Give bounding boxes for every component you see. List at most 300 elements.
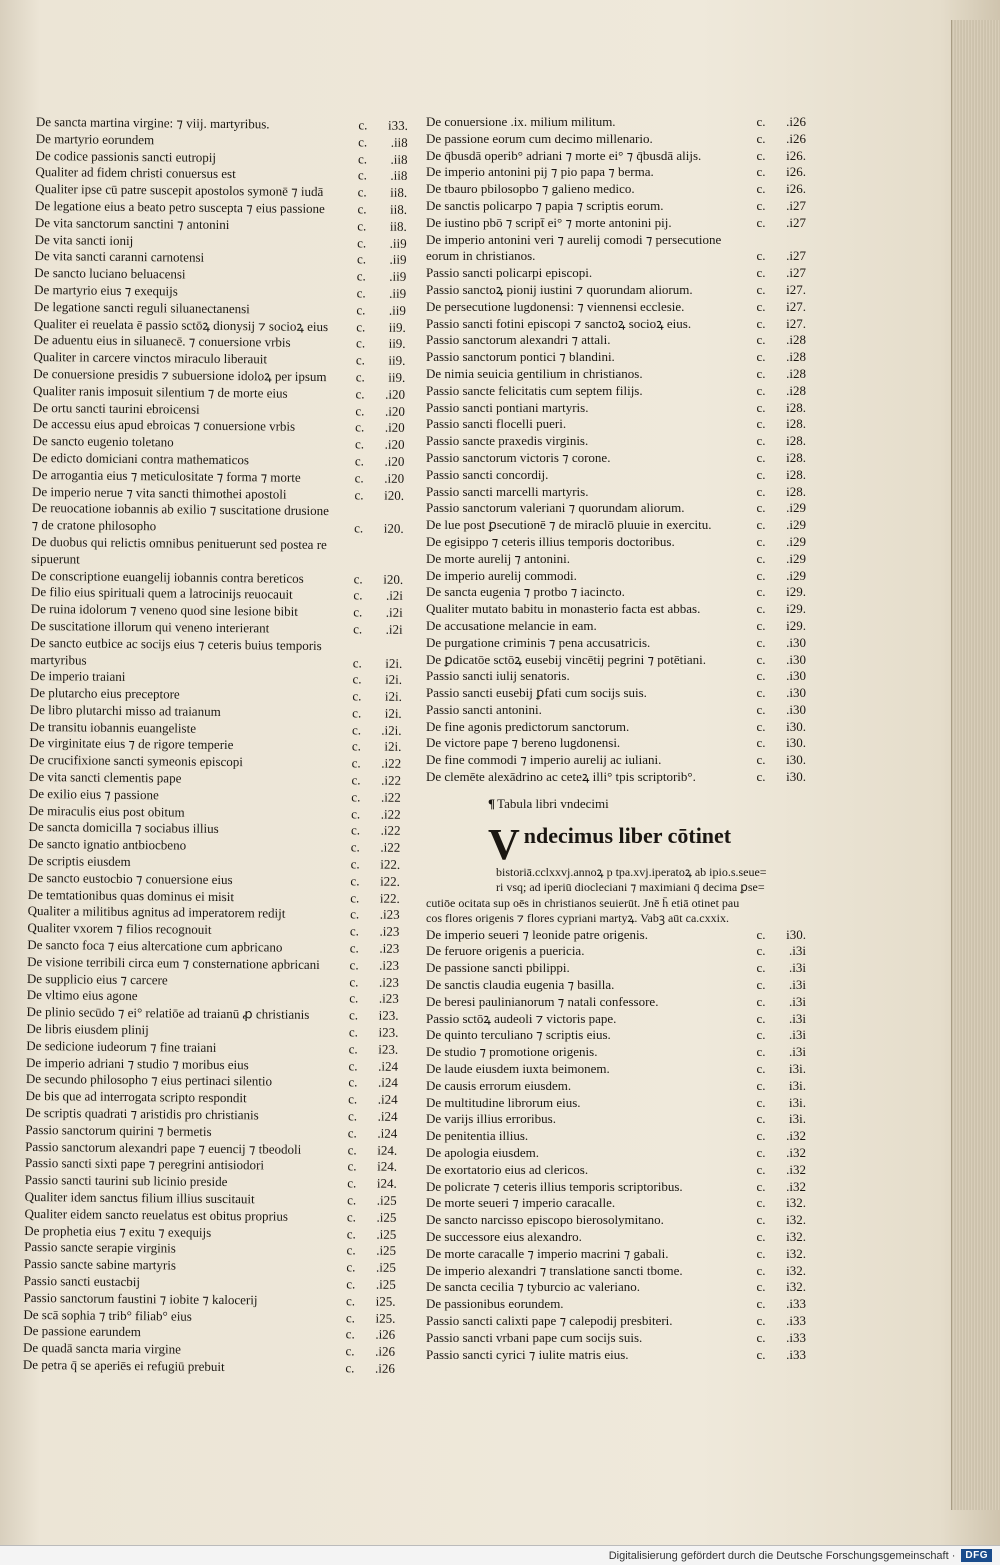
entry-chapter-mark: c. (347, 1158, 357, 1174)
entry-number (774, 232, 806, 249)
list-item (426, 1095, 806, 1112)
entry-number: i33. (387, 117, 408, 133)
list-item (426, 994, 806, 1011)
entry-title: De imperio adriani ⁊ studio ⁊ moribus eius (25, 1054, 249, 1072)
entry-number: .ii8 (390, 134, 408, 150)
entry-number: .i24 (377, 1075, 398, 1091)
entry-number: i30. (786, 718, 806, 734)
entry-number: .i27 (786, 265, 806, 281)
entry-chapter-mark: c. (347, 1175, 357, 1191)
list-item (426, 400, 806, 417)
entry-chapter-mark: c. (356, 318, 366, 335)
entry-chapter-mark: c. (350, 822, 361, 838)
entry-title: Passio sancti vrbani pape cum socijs suis. (426, 1329, 643, 1345)
entry-chapter-mark (345, 554, 371, 571)
entry-chapter-mark: c. (756, 517, 766, 533)
entry-number: i26. (786, 147, 806, 163)
entry-chapter-mark: c. (347, 1141, 357, 1158)
entry-chapter-mark: c. (756, 1329, 766, 1345)
entry-number: .i28 (786, 382, 806, 398)
entry-title: De exortatorio eius ad clericos. (426, 1161, 589, 1177)
entry-chapter-mark: c. (756, 1077, 766, 1093)
entry-chapter-mark: c. (346, 1259, 356, 1275)
entry-title: De crucifixione sancti symeonis episcopi (29, 752, 244, 770)
entry-title: De sancto luciano beluacensi (34, 265, 186, 282)
entry-title: Passio sancti fotini episcopi ⁊ sanctoꝝ socioꝝ eius. (426, 315, 692, 331)
entry-chapter-mark: c. (345, 1343, 355, 1359)
entry-number: i32. (786, 1212, 806, 1228)
entry-number: .i3i (789, 943, 806, 959)
entry-chapter-mark: c. (345, 1309, 356, 1325)
entry-number: ii8. (389, 218, 407, 234)
list-item (426, 1027, 806, 1044)
entry-number: i29. (786, 617, 806, 633)
entry-title: De clemēte alexādrino ac ceteꝝ illi° tpis scriptorib°. (426, 769, 696, 785)
entry-chapter-mark: c. (357, 234, 367, 251)
intro-line: cos flores origenis ⁊ flores cypriani martyꝝ. Vabꝫ aūt ca.cxxix. (426, 911, 729, 926)
entry-chapter-mark: c. (345, 1360, 355, 1376)
entry-chapter-mark: c. (756, 248, 766, 264)
entry-title: Passio sancte felicitatis cum septem filijs. (426, 382, 643, 398)
entry-number: i30. (786, 769, 806, 785)
list-item (426, 943, 806, 960)
entry-title: De prophetia eius ⁊ exitu ⁊ exequijs (24, 1222, 212, 1240)
list-item (426, 416, 806, 433)
list-item (426, 450, 806, 467)
entry-title: Qualiter idem sanctus filium illius suscitauit (24, 1188, 255, 1207)
entry-chapter-mark (346, 504, 372, 521)
entry-title: De libris eiusdem plinij (26, 1020, 149, 1038)
entry-number: .i2i (385, 588, 404, 604)
entry-chapter-mark: c. (353, 570, 363, 586)
entry-number: i32. (786, 1229, 806, 1245)
entry-title: De sanctis policarpo ⁊ papia ⁊ scriptis eorum. (426, 197, 664, 213)
entry-number: .ii9 (389, 252, 407, 268)
entry-number: .ii9 (389, 235, 407, 251)
entry-title: De martyrio eius ⁊ exequijs (34, 281, 178, 299)
entry-chapter-mark: c. (756, 1262, 766, 1278)
list-item (426, 1212, 806, 1229)
entry-title: De accusatione melancie in eam. (426, 617, 597, 633)
entry-number (370, 638, 402, 655)
entry-number: i32. (786, 1279, 806, 1295)
entry-chapter-mark: c. (351, 755, 361, 771)
list-item (426, 1011, 806, 1028)
list-item (426, 1162, 806, 1179)
entry-title: De tbauro pbilosopbo ⁊ galieno medico. (426, 181, 635, 197)
entry-chapter-mark: c. (756, 1094, 766, 1110)
entry-number: i2i. (384, 739, 402, 755)
list-item (426, 248, 806, 265)
entry-title: De morte aurelij ⁊ antonini. (426, 550, 571, 566)
entry-title: De martyrio eorundem (35, 130, 155, 148)
entry-number: i28. (786, 416, 806, 432)
entry-title: De imperio aurelij commodi. (426, 567, 577, 583)
entry-title: De vita sanctorum sanctini ⁊ antonini (34, 214, 230, 232)
entry-title: De feruore origenis a puericia. (426, 943, 585, 959)
entry-title: De sancto ignatio antbiocbeno (28, 836, 187, 853)
entry-title: De penitentia illius. (426, 1128, 529, 1144)
entry-title: Passio sancti taurini sub licinio preside (24, 1172, 228, 1190)
entry-chapter-mark: c. (353, 621, 363, 637)
entry-title: Passio sancti eustacbij (23, 1272, 141, 1290)
entry-title: De sanctis claudia eugenia ⁊ basilla. (426, 977, 615, 993)
entry-title: De sancto eugenio toletano (32, 433, 174, 450)
entry-title: De supplicio eius ⁊ carcere (26, 970, 168, 988)
entry-title: De petra q̄ se aperiēs ei refugiū prebuit (22, 1356, 225, 1375)
entry-chapter-mark: c. (756, 601, 766, 617)
entry-chapter-mark: c. (756, 315, 766, 331)
entry-number: i24. (376, 1175, 397, 1192)
entry-title: De sancta eugenia ⁊ protbo ⁊ iacincto. (426, 584, 625, 600)
entry-chapter-mark: c. (756, 1111, 766, 1127)
entry-chapter-mark: c. (756, 1027, 766, 1043)
entry-chapter-mark: c. (756, 634, 766, 650)
entry-title: De studio ⁊ promotione origenis. (426, 1044, 598, 1060)
entry-chapter-mark: c. (756, 281, 766, 297)
entry-chapter-mark: c. (357, 184, 367, 200)
entry-chapter-mark: c. (350, 889, 360, 906)
entry-title: Qualiter in carcere vinctos miraculo liberauit (33, 349, 268, 367)
entry-title: De accessu eius apud ebroicas ⁊ conuersione vrbis (32, 416, 296, 435)
entry-title: De scriptis quadrati ⁊ aristidis pro christianis (25, 1104, 259, 1123)
entry-number: .i3i (789, 977, 806, 993)
entry-title: De egisippo ⁊ ceteris illius temporis doctoribus. (426, 533, 675, 549)
entry-title: Passio sancti calixti pape ⁊ calepodij presbiteri. (426, 1313, 673, 1328)
list-item (426, 534, 806, 551)
entry-number: .i3i (789, 1027, 806, 1043)
list-item (426, 131, 806, 148)
entry-number: i25. (375, 1293, 396, 1309)
entry-number: .i20 (384, 420, 405, 436)
entry-number: .i29 (786, 533, 806, 549)
entry-chapter-mark (345, 537, 371, 554)
entry-chapter-mark: c. (355, 402, 365, 419)
list-item (426, 383, 806, 400)
entry-title: Passio sctōꝝ audeoli ⁊ victoris pape. (426, 1010, 617, 1026)
entry-chapter-mark: c. (756, 701, 766, 717)
entry-chapter-mark: c. (346, 1209, 357, 1225)
entry-title: De victore pape ⁊ bereno lugdonensi. (426, 735, 621, 751)
entry-number: i28. (786, 399, 806, 415)
entry-title: Qualiter ei reuelata ē passio sctōꝝ dionysij ⁊ socioꝝ eius (33, 315, 329, 334)
entry-title: eorum in christianos. (426, 248, 536, 264)
entry-number: .i23 (378, 991, 399, 1007)
entry-number: .i26 (375, 1326, 396, 1343)
entry-number: .i22 (381, 755, 402, 772)
entry-chapter-mark: c. (346, 1225, 356, 1242)
entry-chapter-mark: c. (756, 718, 766, 734)
entry-chapter-mark: c. (756, 617, 766, 633)
entry-number: i28. (786, 449, 806, 465)
entry-number: i23. (378, 1007, 399, 1024)
entry-chapter-mark: c. (349, 990, 359, 1006)
list-item (426, 198, 806, 215)
entry-number: .i27 (786, 248, 806, 264)
list-item (426, 1179, 806, 1196)
entry-chapter-mark: c. (756, 500, 766, 516)
entry-chapter-mark: c. (756, 181, 766, 197)
entry-number: ii9. (388, 336, 406, 352)
entry-number: i24. (377, 1142, 398, 1158)
list-item (426, 433, 806, 450)
intro-line: ri vsq; ad iperiū diocleciani ⁊ maximiani q̄ decima ꝑse= (496, 880, 765, 895)
entry-title: De miraculis eius post obitum (28, 802, 185, 820)
entry-title: De suscitatione illorum qui veneno interierant (30, 617, 270, 636)
entry-chapter-mark: c. (348, 1091, 358, 1107)
entry-number: .i30 (786, 668, 806, 684)
entry-chapter-mark: c. (350, 856, 360, 872)
entry-number: .ii9 (389, 285, 407, 301)
entry-chapter-mark: c. (756, 449, 766, 465)
list-item (426, 1145, 806, 1162)
entry-title: De scriptis eiusdem (28, 853, 131, 870)
entry-number: i30. (786, 735, 806, 751)
entry-chapter-mark: c. (756, 399, 766, 415)
entry-title: sipuerunt (31, 550, 80, 567)
entry-number: .i23 (379, 907, 400, 923)
list-item (426, 1313, 806, 1330)
entry-number: .i22 (380, 806, 401, 822)
entry-title: Passio sancti pontiani martyris. (426, 399, 589, 415)
entry-chapter-mark: c. (346, 1276, 356, 1292)
list-item (426, 164, 806, 181)
entry-number: .i25 (376, 1192, 397, 1208)
entry-number: i26. (786, 164, 806, 180)
entry-number: i3i. (789, 1111, 806, 1127)
entry-number: .i22 (380, 789, 401, 805)
entry-title: De imperio alexandri ⁊ translatione sancti tbome. (426, 1262, 683, 1278)
entry-chapter-mark: c. (347, 1125, 357, 1141)
entry-number: i22. (380, 856, 401, 872)
entry-number: .i25 (376, 1243, 397, 1259)
entry-title: Passio sancti sixti pape ⁊ peregrini antisiodori (24, 1155, 265, 1173)
entry-title: Passio sanctorum faustini ⁊ iobite ⁊ kalocerij (23, 1289, 258, 1308)
list-item (426, 517, 806, 534)
entry-chapter-mark: c. (756, 416, 766, 432)
entry-chapter-mark: c. (756, 567, 766, 583)
entry-number: .i26 (786, 114, 806, 129)
entry-number: .i33 (786, 1346, 806, 1362)
right-entries (426, 114, 806, 786)
entry-number: .i22 (380, 839, 401, 856)
entry-number: ii9. (388, 352, 406, 369)
entry-chapter-mark: c. (351, 806, 361, 822)
entry-title: De sancta cecilia ⁊ tyburcio ac valeriano. (426, 1279, 640, 1295)
list-item (426, 181, 806, 198)
entry-title: De secundo philosopho ⁊ eius pertinaci silentio (25, 1071, 273, 1089)
entry-number: i27. (786, 298, 806, 314)
entry-chapter-mark: c. (756, 1044, 766, 1060)
list-item (426, 719, 806, 736)
entry-number: i2i. (385, 655, 403, 671)
entry-number: .i32 (786, 1178, 806, 1194)
entry-number: .i26 (375, 1343, 396, 1359)
list-item (426, 685, 806, 702)
list-item (426, 702, 806, 719)
entry-number: i29. (786, 601, 806, 617)
entry-title: De vita sancti clementis pape (28, 769, 182, 786)
entry-title: De temtationibus quas dominus ei misit (27, 886, 235, 904)
entry-title: De sancto eustocbio ⁊ conuersione eius (27, 869, 233, 887)
entry-number: .i25 (376, 1209, 397, 1225)
list-item (426, 1263, 806, 1280)
entry-number: .i32 (786, 1161, 806, 1177)
entry-number: .i26 (786, 130, 806, 146)
entry-chapter-mark: c. (756, 483, 766, 499)
entry-number: .i33 (786, 1313, 806, 1328)
list-item (426, 1229, 806, 1246)
entry-number: i27. (786, 315, 806, 331)
entry-chapter-mark: c. (352, 688, 362, 704)
entry-title: De vita sancti ionij (34, 231, 134, 248)
entry-number: i23. (378, 1024, 399, 1040)
entry-title: Qualiter ranis imposuit silentium ⁊ de morte eius (33, 382, 288, 401)
drop-cap: V (488, 819, 520, 869)
entry-title: Qualiter vxorem ⁊ filios recognouit (27, 920, 212, 938)
entry-number: i27. (786, 281, 806, 297)
entry-chapter-mark: c. (352, 654, 362, 670)
entry-title: Passio sancti iulij senatoris. (426, 668, 570, 684)
entry-title: De sancta martina virgine: ⁊ viij. martyribus. (35, 114, 270, 132)
entry-number: .i3i (789, 960, 806, 976)
list-item (426, 1044, 806, 1061)
entry-chapter-mark: c. (357, 150, 368, 167)
entry-title: Qualiter ad fidem christi conuersus est (35, 164, 236, 182)
entry-title: De aduentu eius in siluanecē. ⁊ conuersione vrbis (33, 332, 291, 351)
entry-chapter-mark: c. (756, 769, 766, 785)
entry-number: .ii8 (390, 168, 408, 184)
entry-title: De virginitate eius ⁊ de rigore temperie (29, 735, 234, 753)
entry-number: .i32 (786, 1128, 806, 1144)
entry-chapter-mark: c. (355, 352, 366, 368)
entry-number: i3i. (789, 1061, 806, 1077)
entry-title: De morte seueri ⁊ imperio caracalle. (426, 1195, 616, 1211)
list-item (426, 316, 806, 333)
entry-title: De imperio antonini pij ⁊ pio papa ⁊ berma. (426, 164, 654, 180)
entry-number: .i22 (381, 772, 402, 788)
entry-chapter-mark: c. (356, 268, 366, 284)
entry-chapter-mark: c. (357, 218, 367, 234)
entry-number: .i25 (375, 1276, 396, 1292)
list-item (426, 551, 806, 568)
list-item (426, 366, 806, 383)
entry-title: Passio sancti antonini. (426, 701, 542, 717)
entry-number: i2i. (384, 688, 402, 704)
entry-title: De bis que ad interrogata scripto respondit (25, 1088, 247, 1106)
entry-chapter-mark: c. (348, 1041, 358, 1057)
entry-title: De imperio nerue ⁊ vita sancti thimothei apostoli (31, 483, 287, 502)
entry-number: .i30 (786, 701, 806, 717)
entry-chapter-mark: c. (756, 1313, 766, 1328)
entry-title: De nimia seuicia gentilium in christianos. (426, 365, 643, 381)
entry-number: .i27 (786, 214, 806, 230)
entry-number: i3i. (789, 1077, 806, 1093)
right-entries-book-xi (426, 927, 806, 1364)
entry-title: Passio sanctoꝝ pionij iustini ⁊ quorundam aliorum. (426, 281, 693, 297)
list-item (426, 1330, 806, 1347)
entry-number: i26. (786, 181, 806, 197)
entry-number: .i29 (786, 550, 806, 566)
entry-chapter-mark: c. (346, 1242, 356, 1258)
entry-number: i28. (786, 433, 806, 449)
entry-number: .i23 (379, 957, 400, 973)
entry-title: Passio sanctorum valeriani ⁊ quorundam aliorum. (426, 500, 685, 516)
entry-number: .i28 (786, 365, 806, 381)
list-item (426, 1195, 806, 1212)
list-item (426, 601, 806, 618)
entry-title: Qualiter ipse cū patre suscepit apostolos symonē ⁊ iudā (35, 181, 324, 200)
entry-number: ii8. (389, 201, 408, 217)
entry-number: .i28 (786, 349, 806, 365)
entry-chapter-mark: c. (348, 1024, 358, 1040)
list-item (426, 282, 806, 299)
list-item (426, 114, 806, 131)
entry-number: i20. (383, 571, 404, 587)
entry-title: Qualiter eidem sancto reuelatus est obitus proprius (24, 1205, 289, 1224)
entry-title: De policrate ⁊ ceteris illius temporis scriptoribus. (426, 1178, 683, 1194)
entry-title: De quadā sancta maria virgine (23, 1340, 182, 1357)
entry-chapter-mark: c. (354, 486, 364, 502)
entry-title: De imperio traiani (30, 668, 126, 685)
entry-number: .i25 (376, 1226, 397, 1242)
entry-chapter-mark: c. (355, 369, 365, 385)
entry-title: Passio sancti marcelli martyris. (426, 483, 589, 499)
entry-chapter-mark: c. (756, 365, 766, 381)
entry-chapter-mark: c. (352, 705, 362, 721)
entry-chapter-mark: c. (351, 738, 361, 754)
entry-title: De ortu sancti taurini ebroicensi (32, 399, 200, 417)
paragraph-mark: ¶ (488, 795, 496, 811)
entry-chapter-mark: c. (351, 722, 362, 738)
entry-title: De duobus qui relictis omnibus penituerunt sed postea re (31, 533, 327, 552)
entry-title: Passio sancti cyrici ⁊ iulite matris eius. (426, 1346, 629, 1362)
entry-title: De codice passionis sancti eutropij (35, 147, 217, 165)
list-item (426, 752, 806, 769)
dfg-logo: DFG (961, 1549, 992, 1562)
entry-title: De sancto eutbice ac socijs eius ⁊ ceteris buius temporis (30, 634, 322, 653)
entry-number: i29. (786, 584, 806, 600)
entry-chapter-mark: c. (756, 977, 766, 993)
entry-number: .i28 (786, 332, 806, 348)
entry-chapter-mark: c. (358, 134, 368, 150)
intro-heading: ndecimus liber cōtinet (523, 822, 732, 848)
entry-chapter-mark: c. (350, 873, 360, 889)
entry-number: .i20 (384, 470, 405, 486)
entry-chapter-mark: c. (756, 685, 766, 701)
entry-title: Passio sancte serapie virginis (24, 1239, 176, 1256)
entry-number: .i23 (379, 940, 400, 956)
entry-title: De plinio secūdo ⁊ ei° relatiōe ad traianū ꝓ christianis (26, 1004, 310, 1023)
entry-number: .i20 (384, 436, 405, 453)
entry-title: De reuocatione iobannis ab exilio ⁊ suscitatione drusione (31, 500, 330, 519)
entry-number: .i24 (377, 1091, 398, 1108)
entry-title: De iustino pbō ⁊ script̄ ei° ⁊ morte antonini pij. (426, 214, 672, 230)
list-item (426, 299, 806, 316)
list-item (426, 635, 806, 652)
entry-title: Passio sancti flocelli pueri. (426, 416, 567, 432)
entry-number: .i29 (786, 517, 806, 533)
entry-title: Qualiter a militibus agnitus ad imperatorem redijt (27, 903, 286, 922)
book-intro (426, 819, 806, 927)
entry-chapter-mark: c. (347, 1108, 358, 1124)
entry-title: De varijs illius erroribus. (426, 1111, 556, 1127)
list-item (426, 148, 806, 165)
entry-number: i28. (786, 483, 806, 499)
entry-number: .ii9 (388, 302, 407, 318)
entry-title: Passio sanctorum pontici ⁊ blandini. (426, 349, 615, 365)
list-item (426, 1246, 806, 1263)
